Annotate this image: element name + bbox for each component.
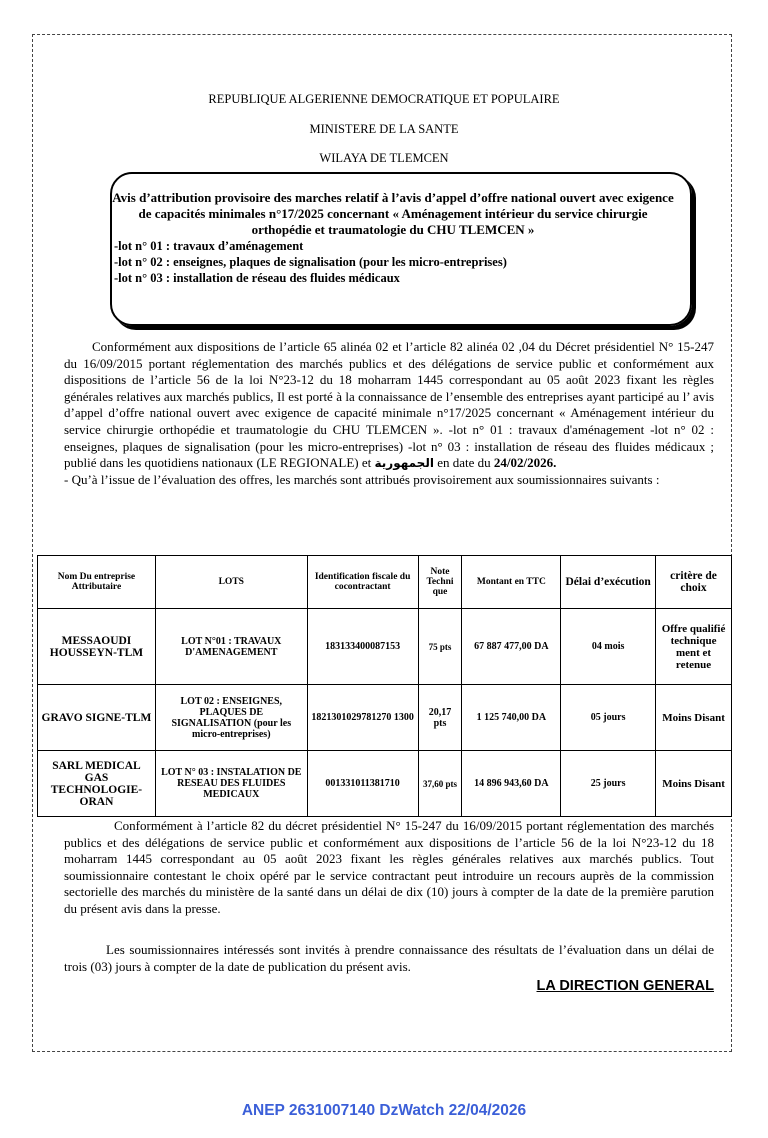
- cell-note: 20,17 pts: [418, 685, 462, 751]
- header-republic: REPUBLIQUE ALGERIENNE DEMOCRATIQUE ET POPULAIRE: [208, 92, 560, 106]
- header-ministry: MINISTERE DE LA SANTE: [309, 122, 459, 136]
- cell-lot: LOT N°01 : TRAVAUX D'AMENAGEMENT: [155, 609, 307, 685]
- consult-text: Les soumissionnaires intéressés sont invités à prendre connaissance des résultats de l’évaluation dans un délai de trois (03) jours à compter de la date de publication du présent avis.: [64, 942, 714, 974]
- cell-criterion: Moins Disant: [656, 685, 732, 751]
- col-header-delay: Délai d’exécution: [561, 556, 656, 609]
- col-header-note: Note Techni que: [418, 556, 462, 609]
- recourse-text: Conformément à l’article 82 du décret présidentiel N° 15-247 du 16/09/2015 portant réglementation des marchés publics et des délégations de service public et conformément aux dispositions de l’article 56 de la loi N°23-12 du 18 moharram 1445 correspondant au 05 août 2023 fixant les règles générales relatives aux marchés publics. Tout soumissionnaire contestant le choix opéré par le service contractant peut introduire un recours auprès de la commission sectorielle des marchés du ministère de la santé dans un délai de dix (10) jours à compter de la date de la première parution du présent avis dans la presse.: [64, 818, 714, 916]
- cell-nif: 001331011381710: [307, 751, 418, 817]
- cell-amount: 67 887 477,00 DA: [462, 609, 561, 685]
- cell-lot: LOT 02 : ENSEIGNES, PLAQUES DE SIGNALISATION (pour les micro-entreprises): [155, 685, 307, 751]
- table-row: [38, 751, 732, 817]
- cell-company: GRAVO SIGNE-TLM: [38, 685, 156, 751]
- cell-nif: 1821301029781270 1300: [307, 685, 418, 751]
- cell-company: SARL MEDICAL GAS TECHNOLOGIE-ORAN: [38, 751, 156, 817]
- footer-reference: ANEP 2631007140 DzWatch 22/04/2026: [241, 1102, 527, 1119]
- signature: LA DIRECTION GENERAL: [536, 978, 714, 994]
- title-text: [108, 190, 678, 286]
- title-lot-2: -lot n° 02 : enseignes, plaques de signalisation (pour les micro-entreprises): [114, 255, 507, 269]
- intro-arabic-newspaper: الجمهورية: [374, 456, 434, 471]
- title-lot-3: -lot n° 03 : installation de réseau des fluides médicaux: [114, 271, 400, 285]
- table-header-row: [38, 556, 732, 609]
- col-header-criterion: critère de choix: [656, 556, 732, 609]
- cell-lot: LOT N° 03 : INSTALATION DE RESEAU DES FLUIDES MEDICAUX: [155, 751, 307, 817]
- col-header-amount: Montant en TTC: [462, 556, 561, 609]
- consult-paragraph: [64, 942, 714, 975]
- col-header-nif: Identification fiscale du cocontractant: [307, 556, 418, 609]
- cell-note: 75 pts: [418, 609, 462, 685]
- cell-criterion: Moins Disant: [656, 751, 732, 817]
- cell-criterion: Offre qualifié technique ment et retenue: [656, 609, 732, 685]
- col-header-company: Nom Du entreprise Attributaire: [38, 556, 156, 609]
- table-row: [38, 609, 732, 685]
- intro-date: 24/02/2026.: [493, 455, 557, 471]
- cell-note: 37,60 pts: [418, 751, 462, 817]
- intro-text-after: en date du: [437, 455, 491, 471]
- cell-company: MESSAOUDI HOUSSEYN-TLM: [38, 609, 156, 685]
- table-row: [38, 685, 732, 751]
- cell-nif: 183133400087153: [307, 609, 418, 685]
- intro-text: Conformément aux dispositions de l’article 65 alinéa 02 et l’article 82 alinéa 02 ,04 du Décret présidentiel N° 15-247 du 16/09/2015 portant réglementation des marchés publics et des délégations de service public et conformément aux dispositions de l’article 56 de la loi N°23-12 du 18 moharram 1445 correspondant au 05 août 2023 fixant les règles générales relatives aux marchés publics, Il est porté à la connaissance de l’ensemble des entreprises ayant participé au l’ avis d’appel d’offre national ouvert avec exigence de capacité minimale n°17/2025 concernant « Aménagement intérieur du service chirurgie orthopédie et traumatologie du CHU TLEMCEN ». -lot n° 01 : travaux d'aménagement -lot n° 02 : enseignes, plaques de signalisation (pour les micro-entreprises) -lot n° 03 : installation de réseau des fluides médicaux ; publié dans les quotidiens nationaux (LE REGIONALE) et: [64, 339, 714, 471]
- cell-amount: 1 125 740,00 DA: [462, 685, 561, 751]
- header-wilaya: WILAYA DE TLEMCEN: [319, 151, 449, 165]
- cell-amount: 14 896 943,60 DA: [462, 751, 561, 817]
- intro-paragraph: [64, 339, 714, 488]
- title-lot-1: -lot n° 01 : travaux d’aménagement: [114, 239, 304, 253]
- cell-delay: 05 jours: [561, 685, 656, 751]
- cell-delay: 04 mois: [561, 609, 656, 685]
- results-table: [37, 555, 732, 817]
- recourse-paragraph: [64, 818, 714, 918]
- title-main: Avis d’attribution provisoire des marches relatif à l’avis d’appel d’offre national ouvert avec exigence de capacités minimales n°17/2025 concernant « Aménagement intérieur du service chirurgie orthopédie et traumatologie du CHU TLEMCEN »: [112, 190, 674, 237]
- intro-line2: - Qu’à l’issue de l’évaluation des offres, les marchés sont attribués provisoirement aux soumissionnaires suivants :: [64, 471, 660, 487]
- col-header-lots: LOTS: [155, 556, 307, 609]
- cell-delay: 25 jours: [561, 751, 656, 817]
